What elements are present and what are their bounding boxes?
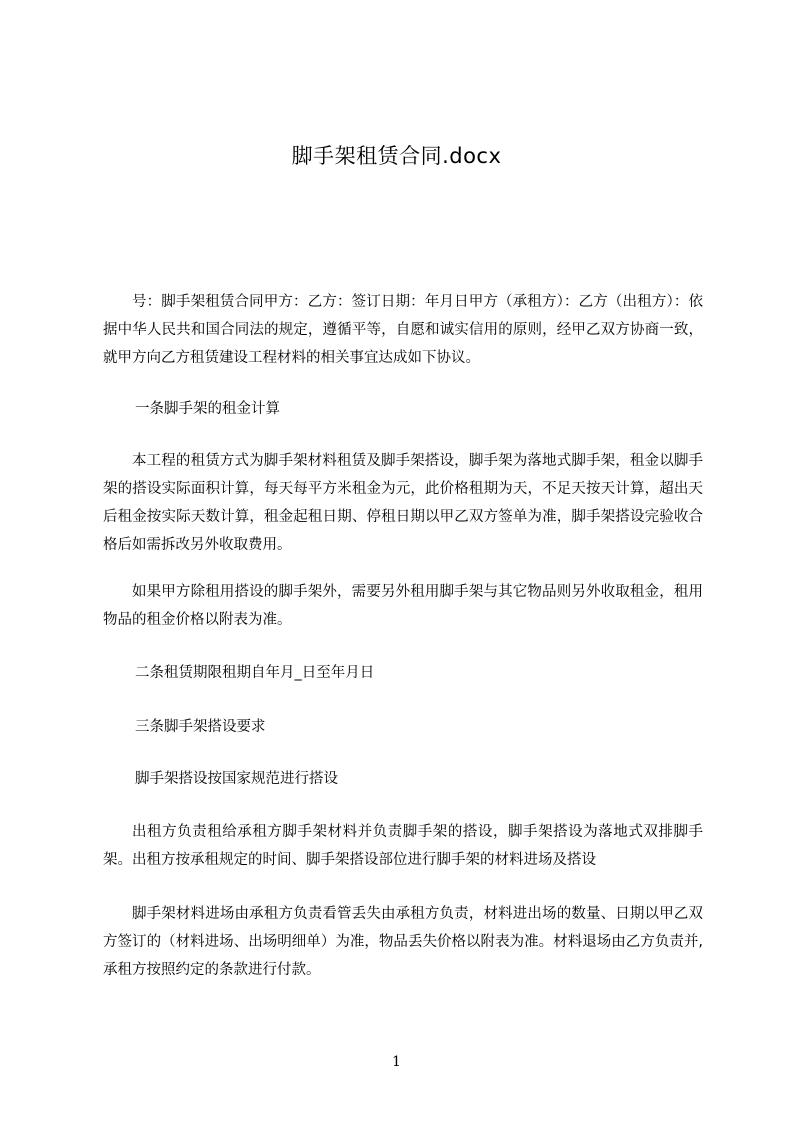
rent-calculation-paragraph: 本工程的租赁方式为脚手架材料租赁及脚手架搭设，脚手架为落地式脚手架，租金以脚手架的搭设实际面积计算，每天每平方米租金为元，此价格租期为天，不足天按天计算，超出天后租金按实际天数计算，租金起租日期、停租日期以甲乙双方签单为准，脚手架搭设完验收合格后如需拆改另外收取费用。 (103, 453, 703, 553)
scaffold-standard-paragraph: 脚手架搭设按国家规范进行搭设 (135, 771, 338, 787)
page-number: 1 (392, 1054, 401, 1070)
document-title: 脚手架租赁合同.docx (291, 144, 502, 168)
additional-rental-paragraph: 如果甲方除租用搭设的脚手架外，需要另外租用脚手架与其它物品则另外收取租金，租用物品的租金价格以附表为准。 (103, 584, 703, 628)
intro-paragraph: 号：脚手架租赁合同甲方：乙方：签订日期：年月日甲方（承租方）：乙方（出租方）：依据中华人民共和国合同法的规定，遵循平等，自愿和诚实信用的原则，经甲乙双方协商一致，就甲方向乙方租赁建设工程材料的相关事宜达成如下协议。 (103, 294, 703, 366)
section-heading-lease-term: 二条租赁期限租期自年月_日至年月日 (135, 665, 375, 681)
lessor-responsibility-paragraph: 出租方负责租给承租方脚手架材料并负责脚手架的搭设，脚手架搭设为落地式双排脚手架。出租方按承租规定的时间、脚手架搭设部位进行脚手架的材料进场及搭设 (103, 824, 703, 868)
section-heading-rent-calculation: 一条脚手架的租金计算 (135, 401, 280, 417)
material-custody-paragraph: 脚手架材料进场由承租方负责看管丢失由承租方负责，材料进出场的数量、日期以甲乙双方签订的（材料进场、出场明细单）为准，物品丢失价格以附表为准。材料退场由乙方负责并,承租方按照约定的条款进行付款。 (103, 906, 703, 978)
section-heading-scaffold-requirements: 三条脚手架搭设要求 (135, 719, 266, 735)
